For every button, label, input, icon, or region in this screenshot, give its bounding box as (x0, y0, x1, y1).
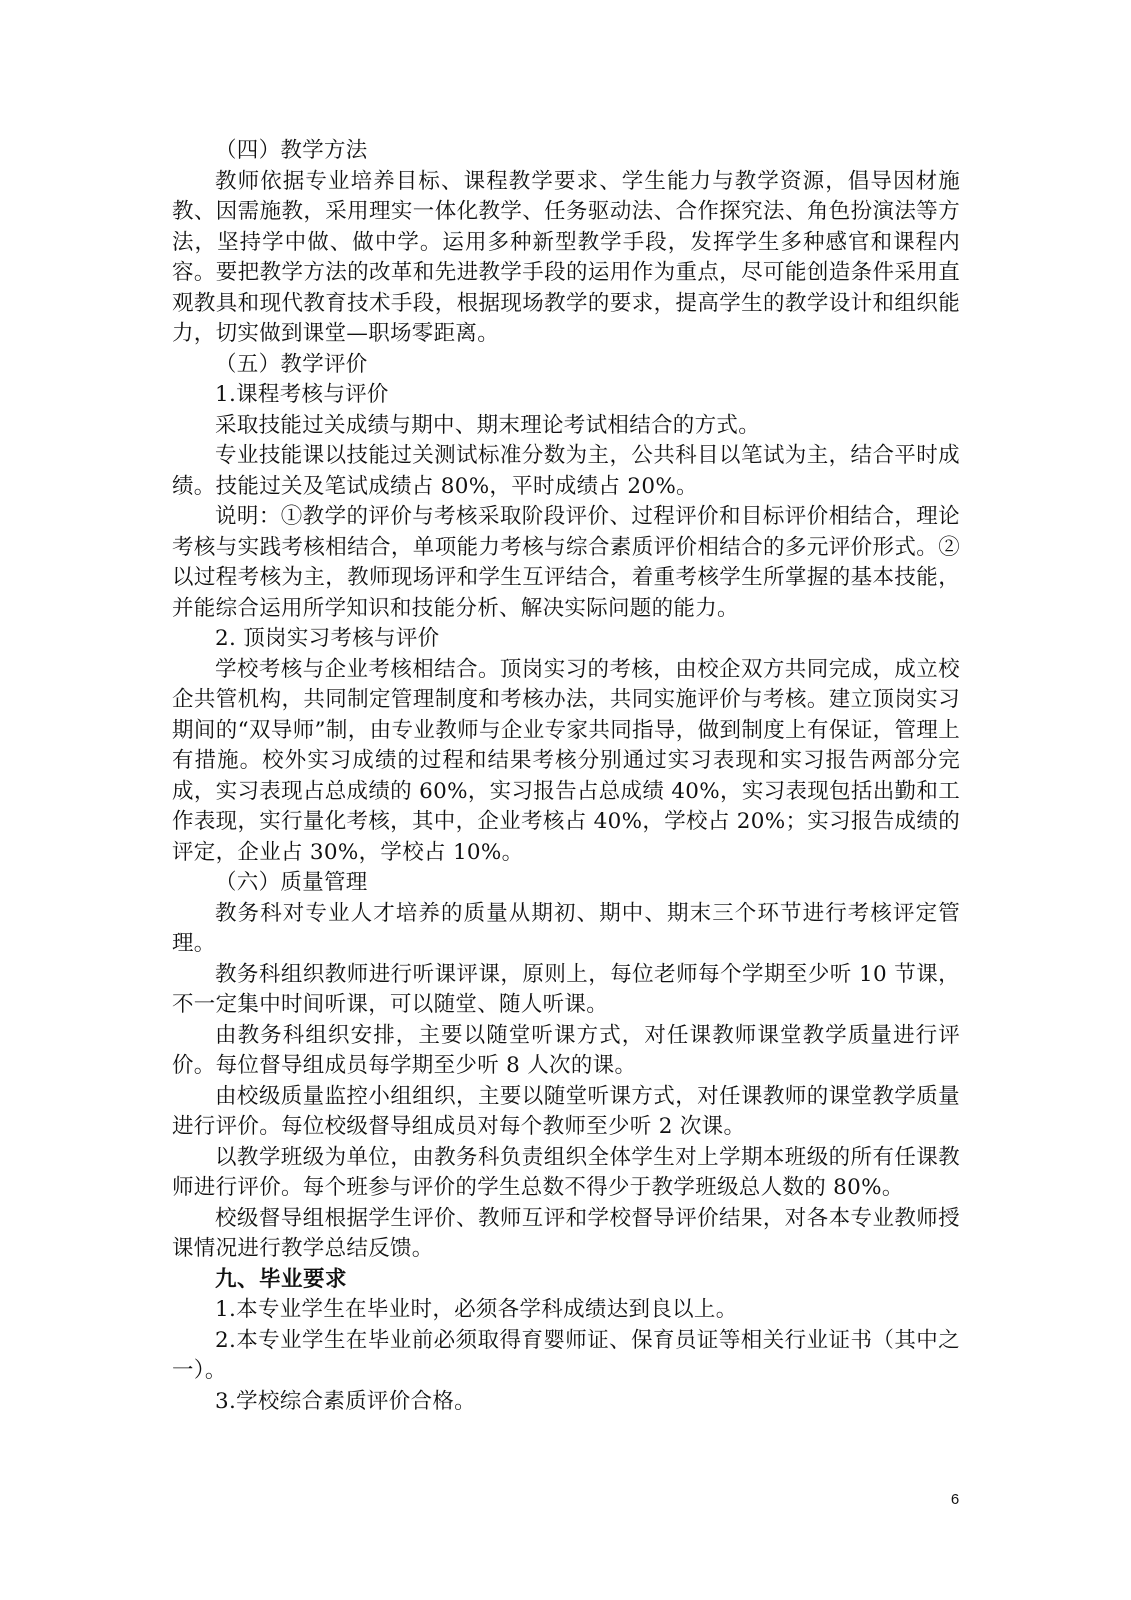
paragraph: （六）质量管理 (215, 870, 368, 895)
paragraph: 校级督导组根据学生评价、教师互评和学校督导评价结果，对各本专业教师授课情况进行教学总结反馈。 (172, 1205, 960, 1261)
section-heading: 九、毕业要求 (215, 1266, 348, 1292)
paragraph: 专业技能课以技能过关测试标准分数为主，公共科目以笔试为主，结合平时成绩。技能过关及笔试成绩占 80%，平时成绩占 20%。 (172, 443, 960, 499)
paragraph: 2. 顶岗实习考核与评价 (215, 626, 440, 651)
paragraph: 1.本专业学生在毕业时，必须各学科成绩达到良以上。 (215, 1297, 738, 1322)
paragraph: （四）教学方法 (215, 138, 368, 163)
document-body (172, 136, 960, 1417)
paragraph: （五）教学评价 (215, 351, 368, 377)
paragraph: 说明：①教学的评价与考核采取阶段评价、过程评价和目标评价相结合，理论考核与实践考核相结合，单项能力考核与综合素质评价相结合的多元评价形式。②以过程考核为主，教师现场评和学生互评结合，着重考核学生所掌握的基本技能，并能综合运用所学知识和技能分析、解决实际问题的能力。 (172, 504, 960, 621)
paragraph: 采取技能过关成绩与期中、期末理论考试相结合的方式。 (215, 412, 761, 438)
paragraph: 教务科对专业人才培养的质量从期初、期中、期末三个环节进行考核评定管理。 (172, 900, 960, 956)
paragraph: 3.学校综合素质评价合格。 (215, 1388, 476, 1414)
paragraph: 2.本专业学生在毕业前必须取得育婴师证、保育员证等相关行业证书（其中之一）。 (172, 1327, 960, 1383)
paragraph: 1.课程考核与评价 (215, 382, 389, 407)
paragraph: 由教务科组织安排，主要以随堂听课方式，对任课教师课堂教学质量进行评价。每位督导组成员每学期至少听 8 人次的课。 (172, 1022, 960, 1078)
page-number: 6 (950, 1491, 960, 1508)
paragraph: 由校级质量监控小组组织，主要以随堂听课方式，对任课教师的课堂教学质量进行评价。每位校级督导组成员对每个教师至少听 2 次课。 (172, 1083, 960, 1139)
paragraph: 教务科组织教师进行听课评课，原则上，每位老师每个学期至少听 10 节课，不一定集中时间听课，可以随堂、随人听课。 (172, 961, 960, 1017)
paragraph: 教师依据专业培养目标、课程教学要求、学生能力与教学资源，倡导因材施教、因需施教，采用理实一体化教学、任务驱动法、合作探究法、角色扮演法等方法，坚持学中做、做中学。运用多种新型教学手段，发挥学生多种感官和课程内容。要把教学方法的改革和先进教学手段的运用作为重点，尽可能创造条件采用直观教具和现代教育技术手段，根据现场教学的要求，提高学生的教学设计和组织能力，切实做到课堂—职场零距离。 (172, 168, 960, 346)
paragraph: 以教学班级为单位，由教务科负责组织全体学生对上学期本班级的所有任课教师进行评价。每个班参与评价的学生总数不得少于教学班级总人数的 80%。 (172, 1144, 960, 1200)
paragraph: 学校考核与企业考核相结合。顶岗实习的考核，由校企双方共同完成，成立校企共管机构，共同制定管理制度和考核办法，共同实施评价与考核。建立顶岗实习期间的“双导师”制，由专业教师与企业专家共同指导，做到制度上有保证，管理上有措施。校外实习成绩的过程和结果考核分别通过实习表现和实习报告两部分完成，实习表现占总成绩的 60%，实习报告占总成绩 40%，实习表现包括出勤和工作表现，实行量化考核，其中，企业考核占 40%，学校占 20%；实习报告成绩的评定，企业占 30%，学校占 10%。 (172, 656, 960, 865)
